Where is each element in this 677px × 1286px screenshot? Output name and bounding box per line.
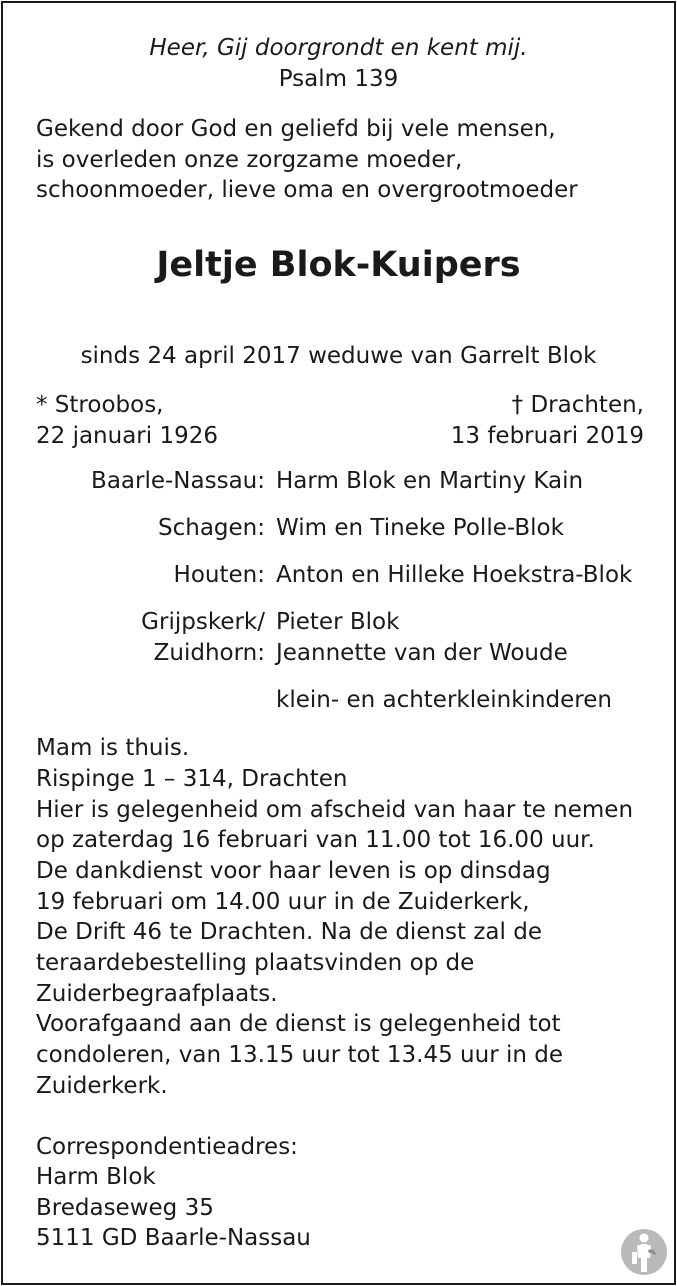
family-names: Harm Blok en Martiny Kain xyxy=(276,468,584,494)
family-place: Baarle-Nassau: xyxy=(91,468,265,494)
grandchildren-line: klein- en achterkleinkinderen xyxy=(276,687,612,713)
details-line: 19 februari om 14.00 uur in de Zuiderkerk, xyxy=(36,889,530,915)
family-place: Houten: xyxy=(173,562,265,588)
intro-line: schoonmoeder, lieve oma en overgrootmoeder xyxy=(36,177,578,203)
correspondence-line: Harm Blok xyxy=(36,1164,156,1190)
details-line: Hier is gelegenheid om afscheid van haar te nemen xyxy=(36,797,634,823)
intro-line: is overleden onze zorgzame moeder, xyxy=(36,147,463,173)
details-line: teraardebestelling plaatsvinden op de xyxy=(36,950,475,976)
family-place: Grijpskerk/ xyxy=(141,609,265,635)
correspondence-line: Bredaseweg 35 xyxy=(36,1195,214,1221)
death-place: † Drachten, xyxy=(511,392,644,418)
family-names: Pieter Blok xyxy=(276,609,400,635)
details-line: De dankdienst voor haar leven is op dinsdag xyxy=(36,858,551,884)
intro-line: Gekend door God en geliefd bij vele mensen, xyxy=(36,116,556,142)
details-line: Zuiderkerk. xyxy=(36,1073,168,1099)
obituary-card xyxy=(1,1,676,1285)
deceased-name: Jeltje Blok-Kuipers xyxy=(156,245,521,285)
correspondence-line: Correspondentieadres: xyxy=(36,1134,298,1160)
family-names: Wim en Tineke Polle-Blok xyxy=(276,515,564,541)
family-names: Anton en Hilleke Hoekstra-Blok xyxy=(276,562,633,588)
correspondence-line: 5111 GD Baarle-Nassau xyxy=(36,1225,311,1251)
birth-date: 22 januari 1926 xyxy=(36,423,219,449)
birth-place: * Stroobos, xyxy=(36,392,164,418)
details-line: condoleren, van 13.15 uur tot 13.45 uur in de xyxy=(36,1042,564,1068)
details-line: Voorafgaand aan de dienst is gelegenheid tot xyxy=(36,1011,561,1037)
details-line: Mam is thuis. xyxy=(36,735,190,761)
details-line: op zaterdag 16 februari van 11.00 tot 16.00 uur. xyxy=(36,827,595,853)
memorial-figure-icon xyxy=(620,1228,668,1276)
family-place: Zuidhorn: xyxy=(153,640,265,666)
death-date: 13 februari 2019 xyxy=(450,423,644,449)
details-line: Zuiderbegraafplaats. xyxy=(36,981,278,1007)
verse-line: Heer, Gij doorgrondt en kent mij. xyxy=(149,35,528,61)
widow-line: sinds 24 april 2017 weduwe van Garrelt Blok xyxy=(80,343,597,369)
details-line: De Drift 46 te Drachten. Na de dienst zal de xyxy=(36,919,542,945)
details-line: Rispinge 1 – 314, Drachten xyxy=(36,766,348,792)
family-names: Jeannette van der Woude xyxy=(276,640,568,666)
verse-source: Psalm 139 xyxy=(278,66,399,92)
family-place: Schagen: xyxy=(158,515,265,541)
